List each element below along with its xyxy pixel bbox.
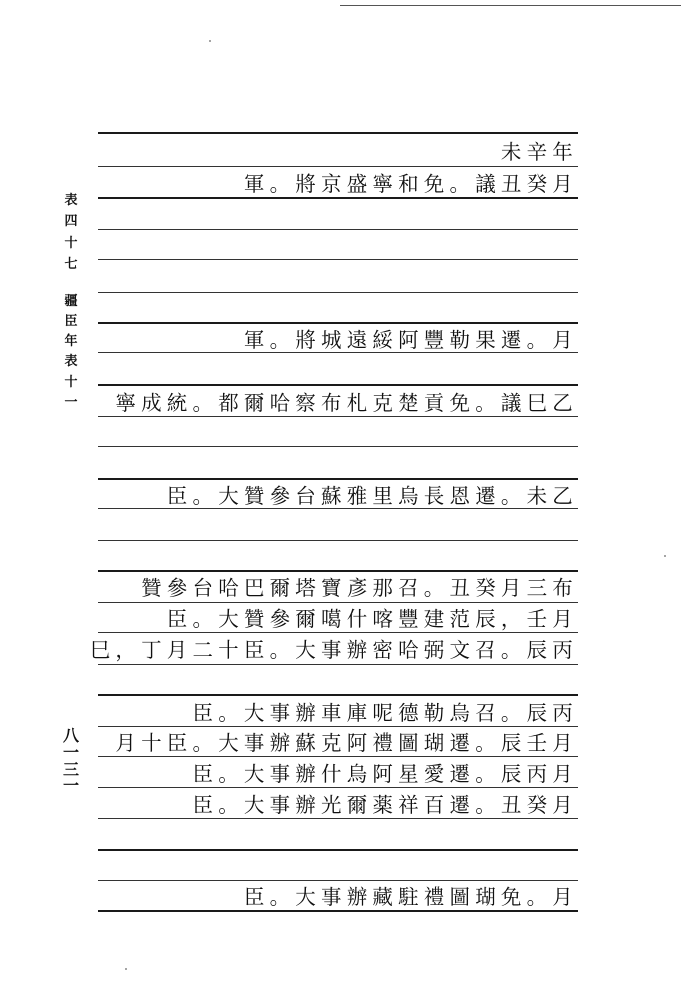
top-edge-line bbox=[340, 5, 681, 6]
table-rule bbox=[98, 849, 578, 851]
scan-speck bbox=[125, 968, 127, 970]
table-rule bbox=[98, 910, 578, 912]
table-row: 臣。大事辦車庫呢德勒烏召。辰丙 bbox=[192, 701, 578, 725]
table-row: 軍。將京盛寧和免。議丑癸月 bbox=[243, 172, 578, 196]
table-rule bbox=[98, 416, 578, 417]
table-row: 臣。大事辦什烏阿星愛遷。辰丙月 bbox=[192, 762, 578, 786]
table-rule bbox=[98, 664, 578, 665]
table-row: 贊參台哈巴爾塔寶彥那召。丑癸月三布 bbox=[141, 576, 578, 600]
table-rule bbox=[98, 132, 578, 134]
table-rule bbox=[98, 446, 578, 447]
table-row: 寧成統。都爾哈察布札克楚貢免。議巳乙 bbox=[115, 391, 578, 415]
scan-speck bbox=[209, 40, 211, 42]
table-row: 未辛年 bbox=[500, 140, 578, 164]
table-rule bbox=[98, 540, 578, 541]
table-rule bbox=[98, 818, 578, 819]
table-rule bbox=[98, 197, 578, 199]
table-row: 臣。大事辦光爾薬祥百遷。丑癸月 bbox=[192, 793, 578, 817]
table-rule bbox=[98, 259, 578, 260]
table-rule bbox=[98, 229, 578, 230]
table-row: 臣。大贊參爾噶什喀豐建范辰，壬月 bbox=[166, 607, 578, 631]
margin-section-title: 疆 臣 年 表 十 一 bbox=[64, 294, 78, 410]
scan-speck bbox=[664, 555, 666, 557]
table-rule bbox=[98, 292, 578, 293]
table-row: 臣。大事辦藏駐禮圖瑚免。月 bbox=[243, 885, 578, 909]
table-row: 軍。將城遠綏阿豐勒果遷。月 bbox=[243, 328, 578, 352]
table-row: 巳，丁月二十臣。大事辦密哈弼文召。辰丙 bbox=[89, 638, 578, 662]
page-number: 八 一 三 一 bbox=[62, 726, 79, 796]
table-row: 臣。大贊參台蘇雅里烏長恩遷。未乙 bbox=[166, 484, 578, 508]
table-row: 月十臣。大事辦蘇克阿禮圖瑚遷。辰壬月 bbox=[115, 731, 578, 755]
margin-table-title: 表 四 十 七 bbox=[64, 193, 78, 273]
